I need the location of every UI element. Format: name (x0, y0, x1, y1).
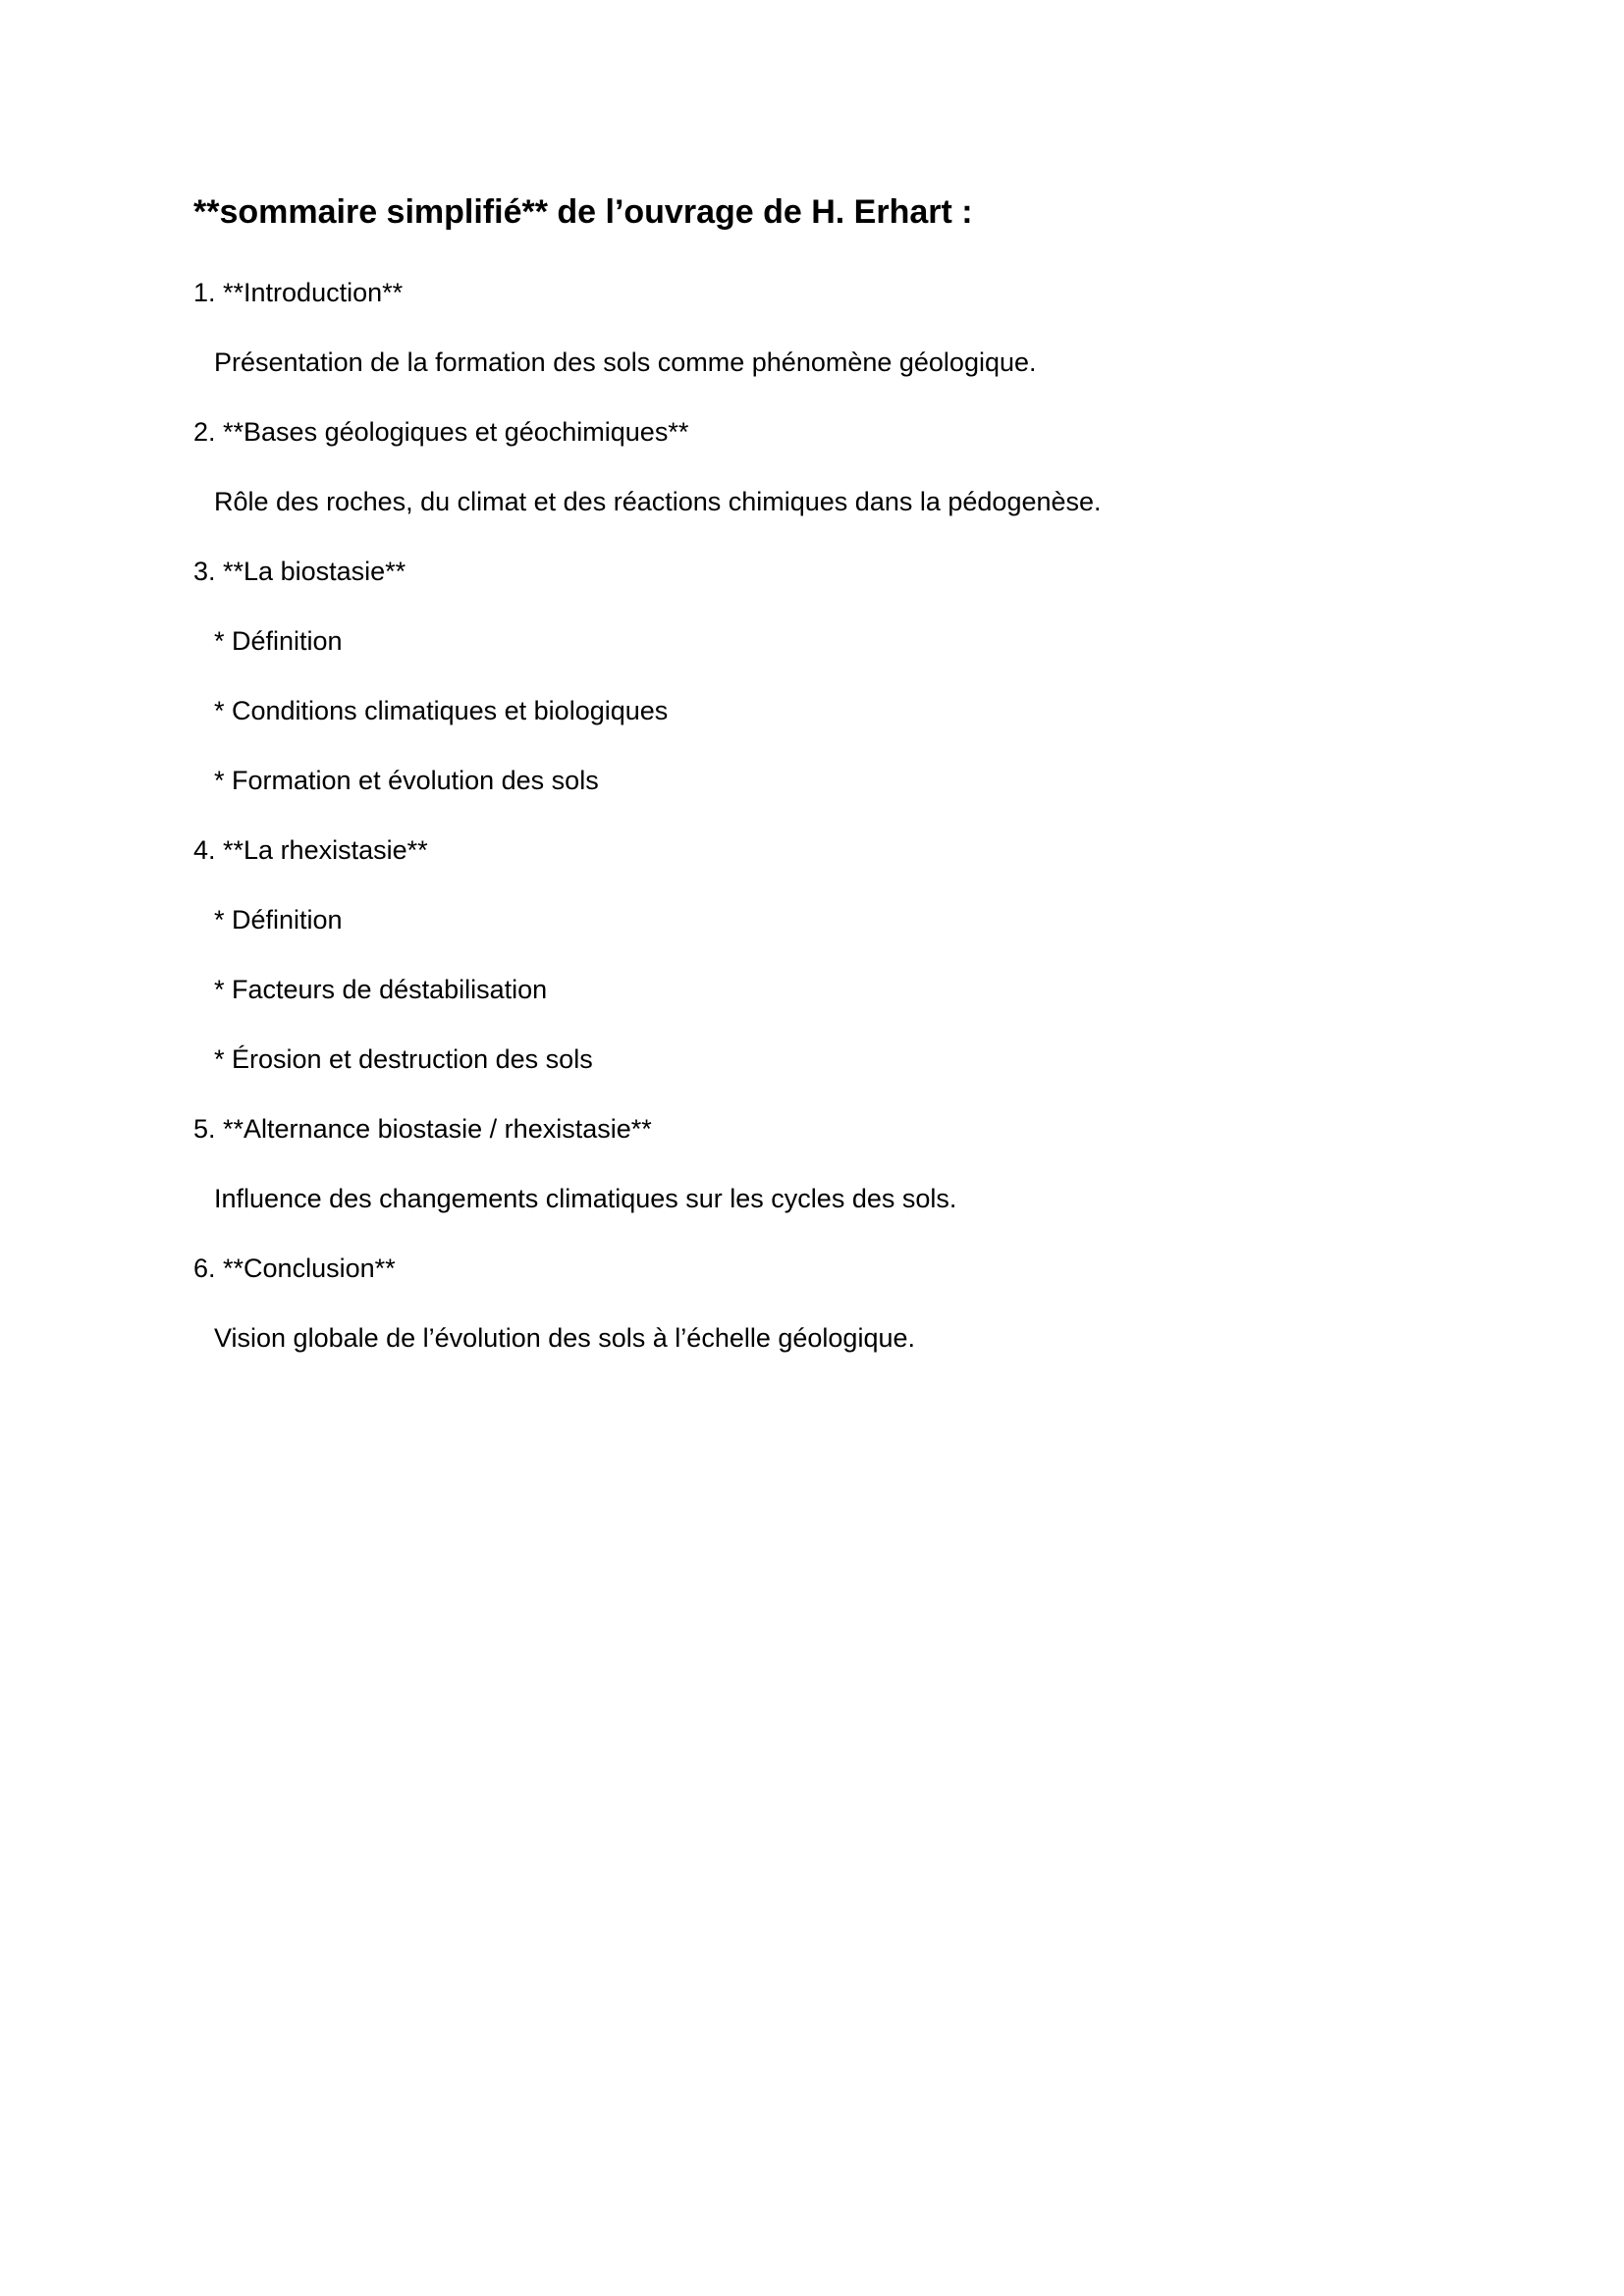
section-heading-introduction: 1. **Introduction** (193, 278, 404, 307)
section-heading-rhexistasie: 4. **La rhexistasie** (193, 835, 428, 865)
section-description: Vision globale de l’évolution des sols à l’échelle géologique. (214, 1323, 915, 1353)
section-description: Rôle des roches, du climat et des réactions chimiques dans la pédogenèse. (214, 487, 1102, 516)
bullet-item: * Érosion et destruction des sols (214, 1044, 593, 1074)
bullet-item: * Facteurs de déstabilisation (214, 975, 548, 1004)
bullet-item: * Définition (214, 905, 343, 934)
bullet-item: * Conditions climatiques et biologiques (214, 696, 669, 725)
section-heading-conclusion: 6. **Conclusion** (193, 1254, 396, 1283)
document-title: **sommaire simplifié** de l’ouvrage de H. Erhart : (193, 193, 973, 231)
section-description: Présentation de la formation des sols comme phénomène géologique. (214, 347, 1037, 377)
section-description: Influence des changements climatiques sur les cycles des sols. (214, 1184, 957, 1213)
bullet-item: * Définition (214, 626, 343, 656)
bullet-item: * Formation et évolution des sols (214, 766, 599, 795)
section-heading-biostasie: 3. **La biostasie** (193, 557, 406, 586)
section-heading-alternance: 5. **Alternance biostasie / rhexistasie** (193, 1114, 652, 1144)
section-heading-bases: 2. **Bases géologiques et géochimiques** (193, 417, 689, 447)
